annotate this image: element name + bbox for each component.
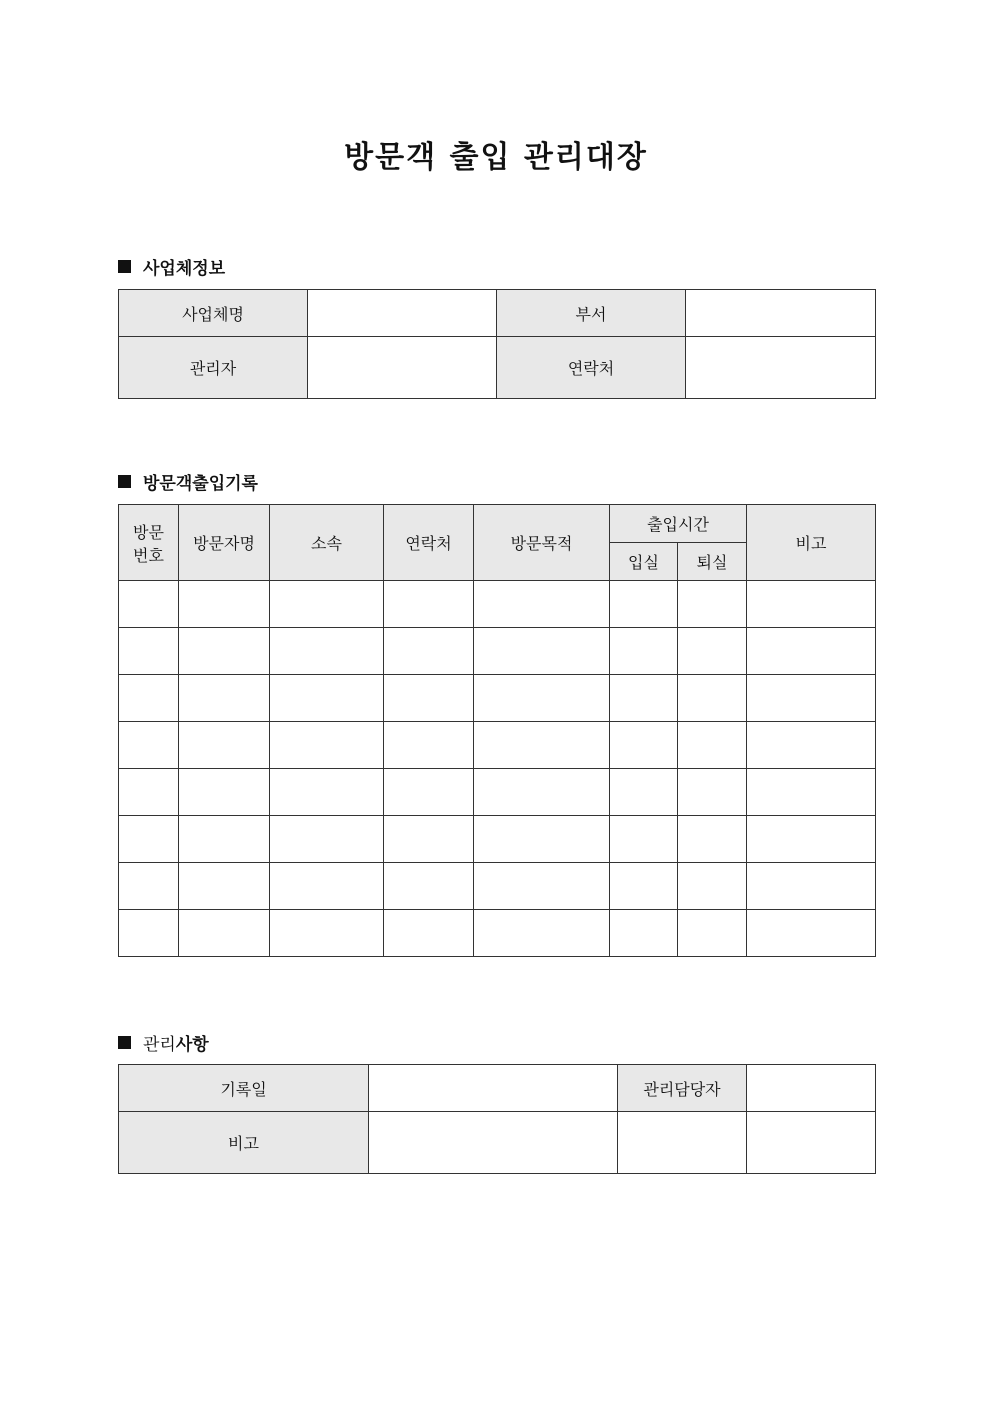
contact-cell[interactable] (384, 863, 474, 910)
manager-in-charge-label: 관리담당자 (618, 1065, 747, 1112)
section-heading-text: 사업체정보 (143, 259, 226, 279)
col-header-entry: 입실 (610, 543, 678, 581)
col-header-access-time: 출입시간 (610, 505, 747, 543)
visitor-name-cell[interactable] (179, 722, 270, 769)
manager-in-charge-field[interactable] (747, 1065, 876, 1112)
col-header-visit-no-line2: 번호 (133, 545, 164, 565)
visit-no-cell[interactable] (119, 675, 179, 722)
remarks-cell[interactable] (747, 722, 876, 769)
visitor-log-rows (119, 581, 876, 957)
table-row (119, 910, 876, 957)
remarks-cell[interactable] (747, 581, 876, 628)
section-heading-text: 방문객출입기록 (143, 474, 258, 494)
visitor-log-table (118, 504, 876, 957)
remarks-cell[interactable] (747, 628, 876, 675)
visitor-name-cell[interactable] (179, 816, 270, 863)
table-row (119, 769, 876, 816)
contact-field[interactable] (686, 337, 876, 399)
extra-field-1[interactable] (618, 1112, 747, 1174)
col-header-visit-no-line1: 방문 (133, 522, 164, 542)
entry-time-cell[interactable] (610, 722, 678, 769)
section-heading-text-part2: 사항 (175, 1035, 209, 1055)
section-heading-company-info (118, 254, 225, 279)
contact-cell[interactable] (384, 628, 474, 675)
section-heading-text-part1: 관리 (143, 1035, 176, 1055)
purpose-cell[interactable] (474, 722, 610, 769)
col-header-contact: 연락처 (384, 505, 474, 581)
col-header-visitor-name: 방문자명 (179, 505, 270, 581)
table-row (119, 816, 876, 863)
section-heading-management (118, 1030, 209, 1055)
affiliation-cell[interactable] (270, 581, 384, 628)
exit-time-cell[interactable] (678, 769, 747, 816)
contact-cell[interactable] (384, 581, 474, 628)
contact-cell[interactable] (384, 722, 474, 769)
purpose-cell[interactable] (474, 675, 610, 722)
table-row (119, 628, 876, 675)
entry-time-cell[interactable] (610, 769, 678, 816)
visitor-name-cell[interactable] (179, 581, 270, 628)
visit-no-cell[interactable] (119, 816, 179, 863)
department-field[interactable] (686, 290, 876, 337)
affiliation-cell[interactable] (270, 628, 384, 675)
contact-cell[interactable] (384, 816, 474, 863)
purpose-cell[interactable] (474, 628, 610, 675)
manager-label: 관리자 (119, 337, 308, 399)
col-header-exit: 퇴실 (678, 543, 747, 581)
purpose-cell[interactable] (474, 910, 610, 957)
exit-time-cell[interactable] (678, 863, 747, 910)
document-title: 방문객 출입 관리대장 (344, 140, 648, 175)
visit-no-cell[interactable] (119, 863, 179, 910)
table-row (119, 722, 876, 769)
entry-time-cell[interactable] (610, 628, 678, 675)
exit-time-cell[interactable] (678, 816, 747, 863)
table-row (119, 675, 876, 722)
exit-time-cell[interactable] (678, 628, 747, 675)
remarks-cell[interactable] (747, 910, 876, 957)
table-row (119, 581, 876, 628)
col-header-visit-no (119, 505, 179, 581)
remarks-cell[interactable] (747, 675, 876, 722)
square-bullet-icon (118, 260, 131, 273)
visit-no-cell[interactable] (119, 628, 179, 675)
remarks-field[interactable] (369, 1112, 618, 1174)
visitor-name-cell[interactable] (179, 910, 270, 957)
table-row (119, 863, 876, 910)
visitor-name-cell[interactable] (179, 675, 270, 722)
manager-field[interactable] (308, 337, 497, 399)
affiliation-cell[interactable] (270, 769, 384, 816)
company-info-table (118, 289, 876, 399)
exit-time-cell[interactable] (678, 675, 747, 722)
entry-time-cell[interactable] (610, 910, 678, 957)
visitor-name-cell[interactable] (179, 863, 270, 910)
exit-time-cell[interactable] (678, 910, 747, 957)
purpose-cell[interactable] (474, 581, 610, 628)
remarks-cell[interactable] (747, 769, 876, 816)
affiliation-cell[interactable] (270, 675, 384, 722)
exit-time-cell[interactable] (678, 581, 747, 628)
record-date-label: 기록일 (119, 1065, 369, 1112)
department-label: 부서 (497, 290, 686, 337)
section-heading-visitor-log (118, 469, 258, 494)
square-bullet-icon (118, 1036, 131, 1049)
exit-time-cell[interactable] (678, 722, 747, 769)
col-header-purpose: 방문목적 (474, 505, 610, 581)
entry-time-cell[interactable] (610, 581, 678, 628)
affiliation-cell[interactable] (270, 863, 384, 910)
square-bullet-icon (118, 475, 131, 488)
contact-cell[interactable] (384, 769, 474, 816)
extra-field-2[interactable] (747, 1112, 876, 1174)
contact-label: 연락처 (497, 337, 686, 399)
record-date-field[interactable] (369, 1065, 618, 1112)
contact-cell[interactable] (384, 910, 474, 957)
visit-no-cell[interactable] (119, 910, 179, 957)
entry-time-cell[interactable] (610, 675, 678, 722)
purpose-cell[interactable] (474, 769, 610, 816)
affiliation-cell[interactable] (270, 816, 384, 863)
col-header-remarks: 비고 (747, 505, 876, 581)
company-name-field[interactable] (308, 290, 497, 337)
col-header-affiliation: 소속 (270, 505, 384, 581)
entry-time-cell[interactable] (610, 816, 678, 863)
remarks-cell[interactable] (747, 863, 876, 910)
contact-cell[interactable] (384, 675, 474, 722)
purpose-cell[interactable] (474, 816, 610, 863)
visitor-name-cell[interactable] (179, 628, 270, 675)
visit-no-cell[interactable] (119, 722, 179, 769)
purpose-cell[interactable] (474, 863, 610, 910)
company-name-label: 사업체명 (119, 290, 308, 337)
management-table (118, 1064, 876, 1174)
visit-no-cell[interactable] (119, 581, 179, 628)
visit-no-cell[interactable] (119, 769, 179, 816)
affiliation-cell[interactable] (270, 910, 384, 957)
entry-time-cell[interactable] (610, 863, 678, 910)
visitor-name-cell[interactable] (179, 769, 270, 816)
remarks-label: 비고 (119, 1112, 369, 1174)
affiliation-cell[interactable] (270, 722, 384, 769)
remarks-cell[interactable] (747, 816, 876, 863)
